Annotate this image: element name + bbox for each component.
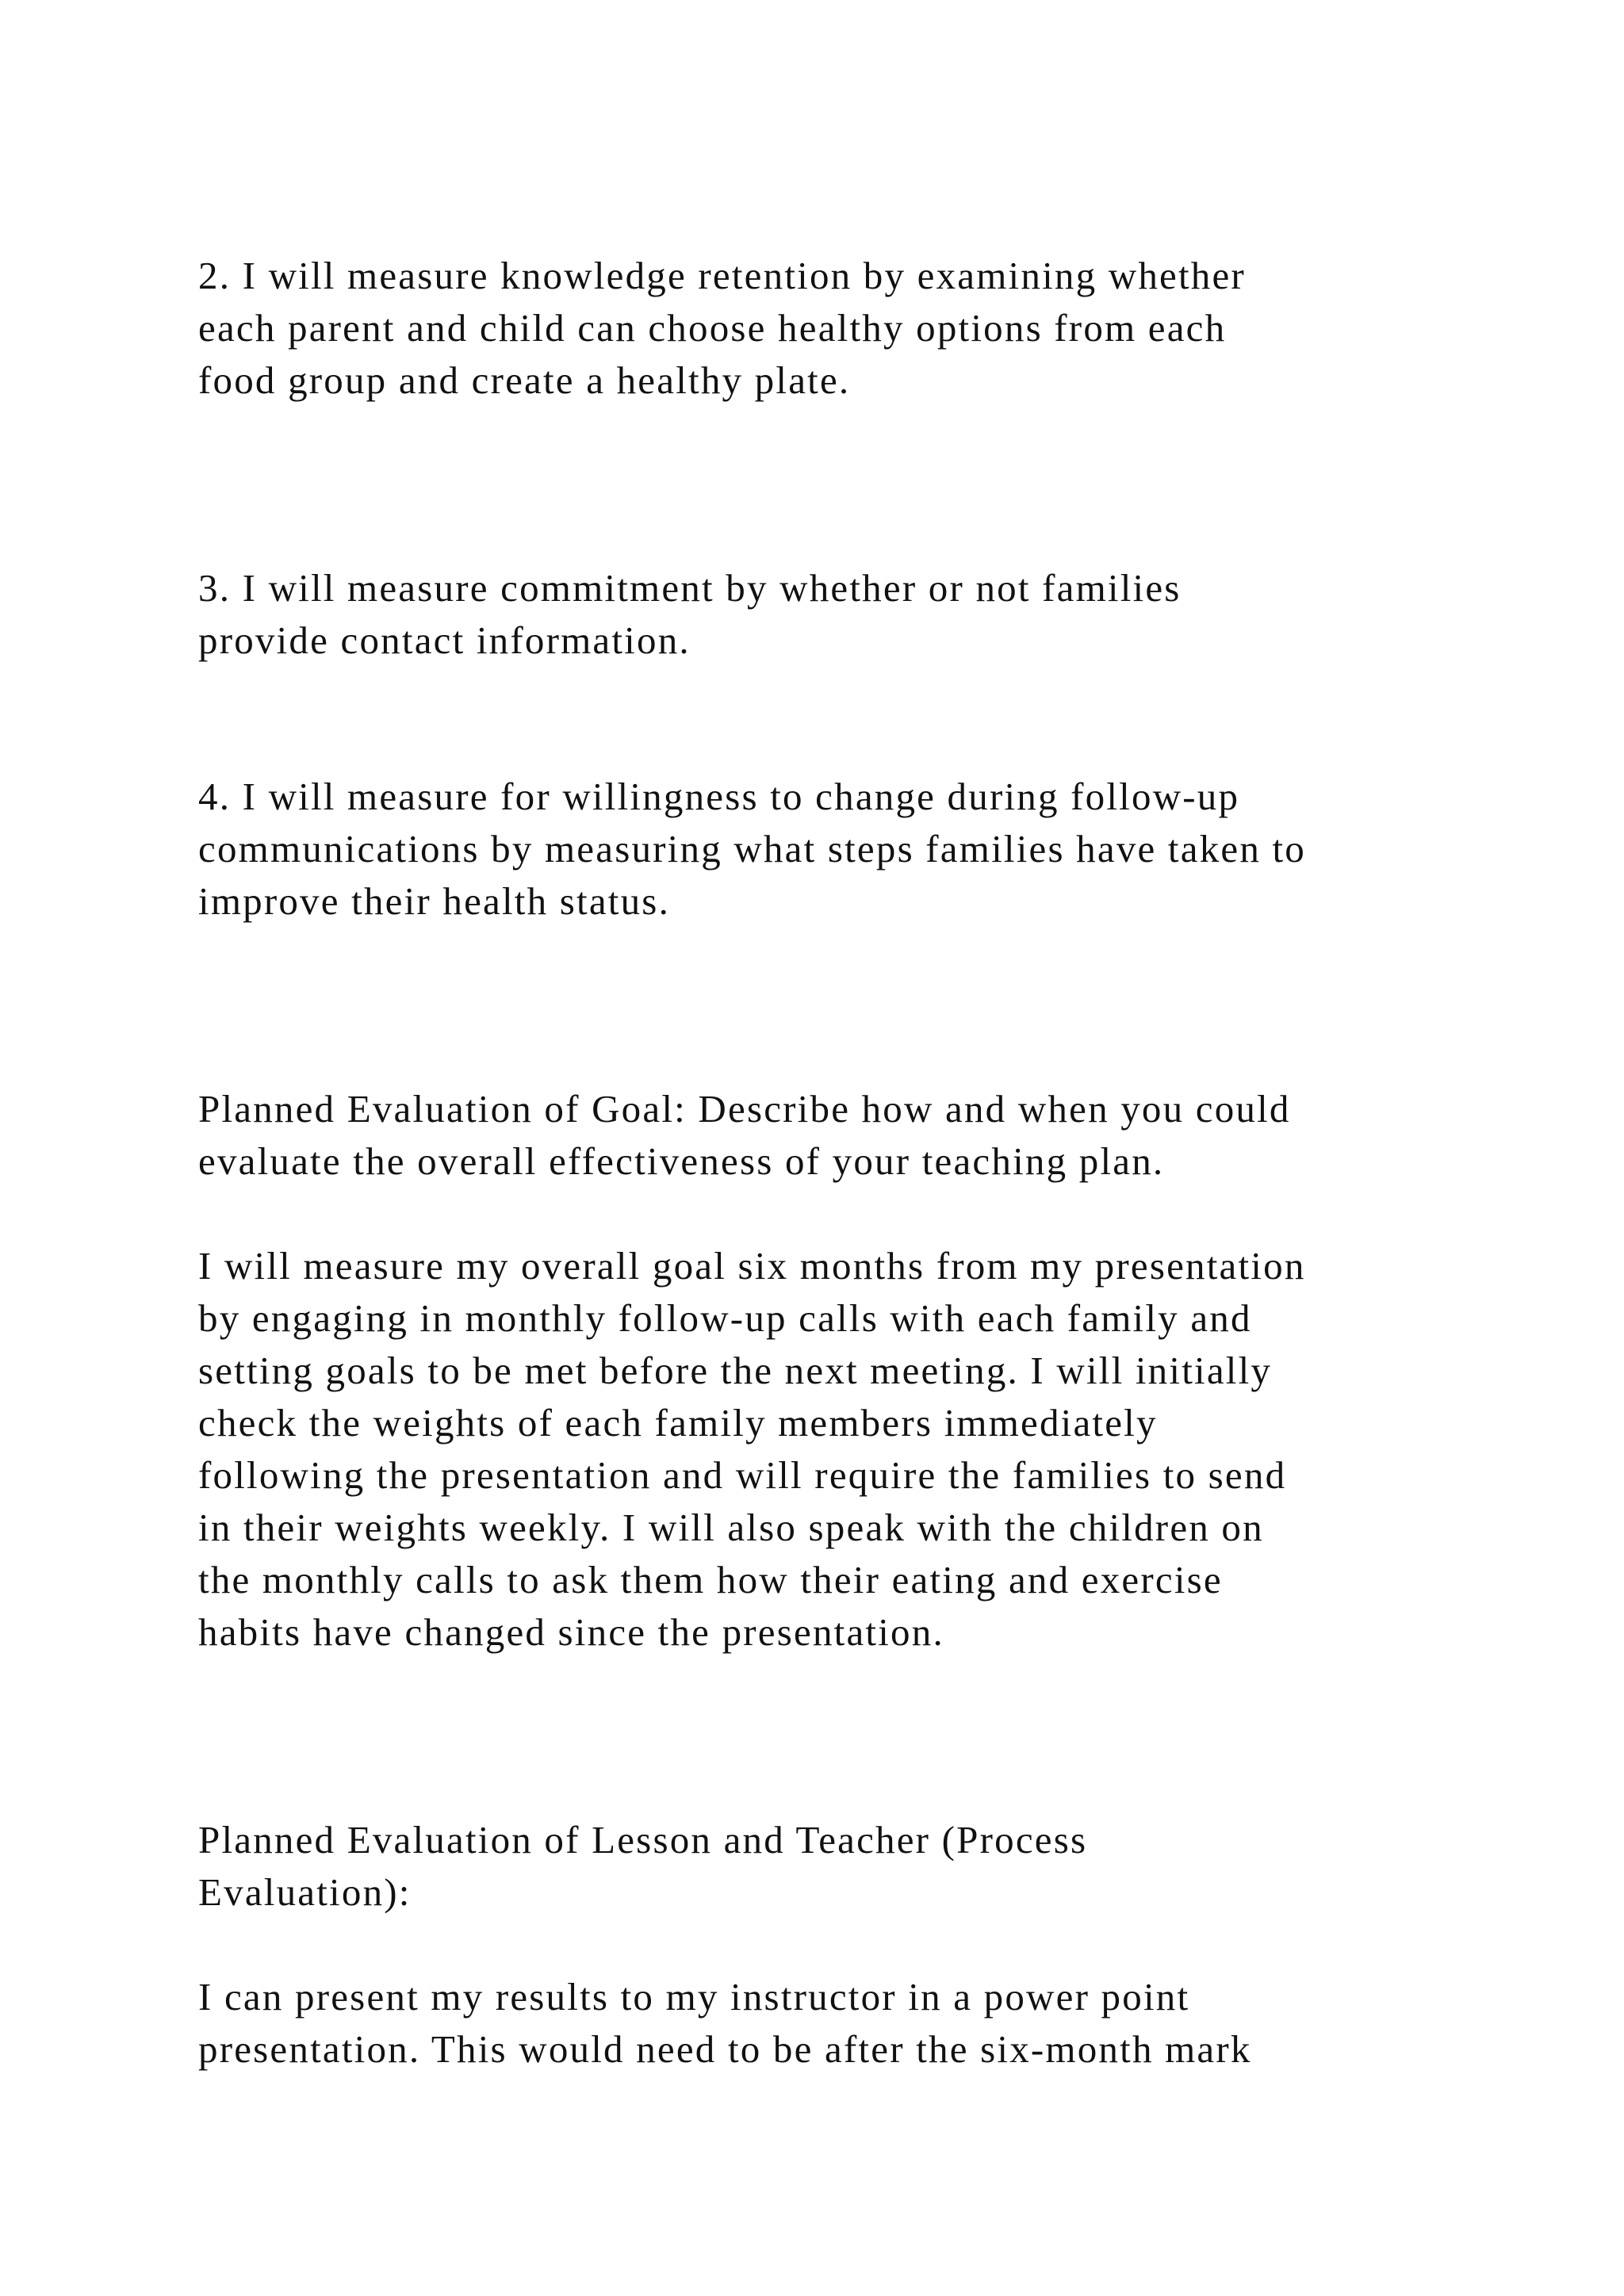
- text-line: improve their health status.: [198, 879, 671, 923]
- text-line: 2. I will measure knowledge retention by examining whether: [198, 254, 1246, 297]
- text-line: I can present my results to my instructor in a power point: [198, 1975, 1190, 2019]
- text-line: check the weights of each family members immediately: [198, 1401, 1158, 1445]
- text-line: the monthly calls to ask them how their eating and exercise: [198, 1558, 1223, 1601]
- text-line: habits have changed since the presentation.: [198, 1610, 944, 1654]
- text-line: presentation. This would need to be after the six-month mark: [198, 2027, 1252, 2071]
- text-line: I will measure my overall goal six months from my presentation: [198, 1244, 1306, 1288]
- text-line: following the presentation and will require the families to send: [198, 1453, 1287, 1497]
- text-line: food group and create a healthy plate.: [198, 358, 851, 402]
- text-line: provide contact information.: [198, 618, 691, 662]
- text-line: setting goals to be met before the next meeting. I will initially: [198, 1349, 1273, 1392]
- text-line: Evaluation):: [198, 1870, 412, 1914]
- text-line: each parent and child can choose healthy options from each: [198, 306, 1227, 350]
- text-line: Planned Evaluation of Lesson and Teacher (Process: [198, 1818, 1088, 1862]
- text-line: communications by measuring what steps families have taken to: [198, 827, 1307, 871]
- text-line: 4. I will measure for willingness to change during follow-up: [198, 775, 1240, 818]
- text-line: evaluate the overall effectiveness of your teaching plan.: [198, 1139, 1165, 1183]
- text-line: 3. I will measure commitment by whether or not families: [198, 566, 1182, 610]
- text-line: in their weights weekly. I will also speak with the children on: [198, 1506, 1264, 1549]
- text-line: by engaging in monthly follow-up calls with each family and: [198, 1296, 1252, 1340]
- text-line: Planned Evaluation of Goal: Describe how and when you could: [198, 1087, 1291, 1131]
